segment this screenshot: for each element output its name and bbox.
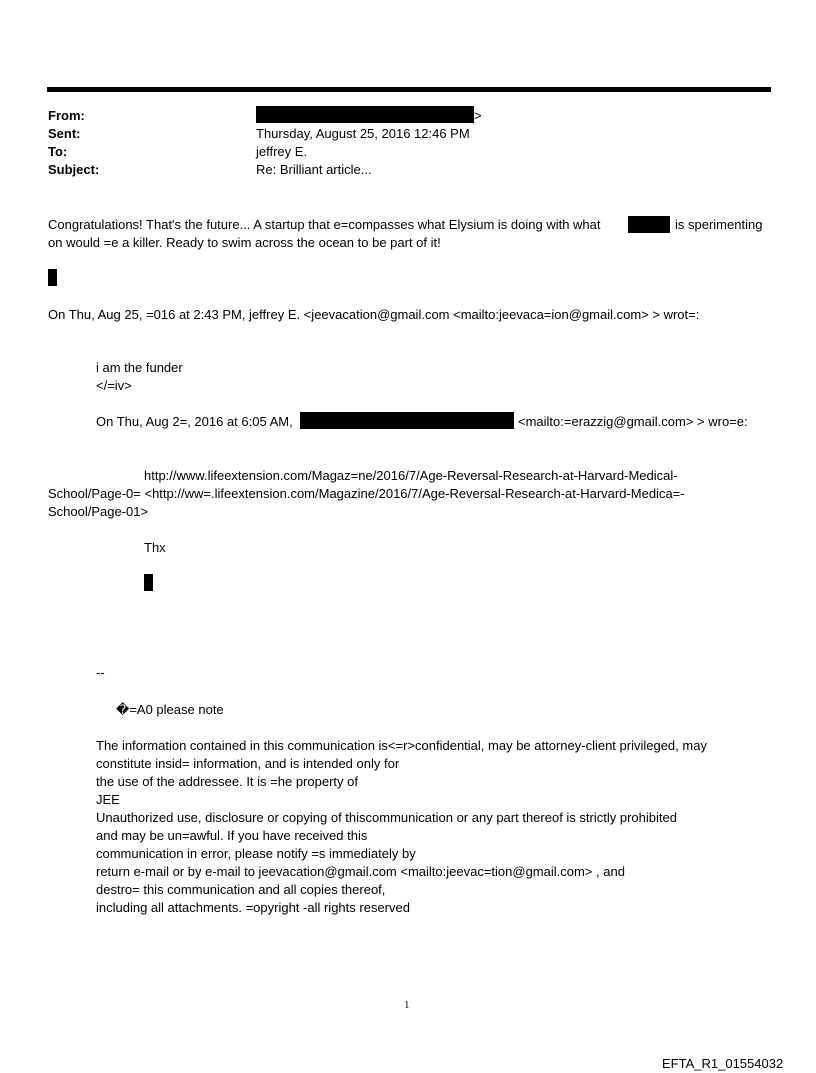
disclaimer-line: return e-mail or by e-mail to jeevacation@gmail.com <mailto:jeevac=tion@gmail.com> , and [96,864,625,879]
body-para1-part-b: is sperimenting [675,217,763,232]
redaction-bar-thx-signature [144,574,153,591]
redaction-bar-sender [300,412,514,429]
document-id-footer: EFTA_R1_01554032 [662,1056,784,1071]
disclaimer-line: constitute insid= information, and is intended only for [96,756,400,771]
quote1-intro: On Thu, Aug 25, =016 at 2:43 PM, jeffrey E. <jeevacation@gmail.com <mailto:jeevaca=ion@gmail.com> > wrot=: [48,307,700,322]
subject-label: Subject: [48,162,100,177]
quote2-intro-b: <mailto:=erazzig@gmail.com> > wro=e: [518,414,748,429]
redaction-bar-signature [48,269,57,286]
sent-label: Sent: [48,126,81,141]
please-note: �=A0 please note [116,702,224,717]
page-number: 1 [404,999,410,1011]
disclaimer-line: the use of the addressee. It is =he property of [96,774,358,789]
signature-dashes: -- [96,665,105,680]
to-label: To: [48,144,68,159]
body-para1-line2: on would =e a killer. Ready to swim across the ocean to be part of it! [48,235,441,250]
subject-value: Re: Brilliant article... [256,162,372,177]
link-line-3: School/Page-01> [48,504,149,519]
from-suffix: > [474,108,482,123]
disclaimer-line: Unauthorized use, disclosure or copying of thiscommunication or any part thereof is strictly prohibited [96,810,677,825]
sent-value: Thursday, August 25, 2016 12:46 PM [256,126,470,141]
quote2-intro-a: On Thu, Aug 2=, 2016 at 6:05 AM, [96,414,293,429]
reply-line-1: i am the funder [96,360,183,375]
thx-text: Thx [144,540,166,555]
body-para1-part-a: Congratulations! That's the future... A startup that e=compasses what Elysium is doing with what [48,217,601,232]
link-line-2: School/Page-0= <http://ww=.lifeextension.com/Magazine/2016/7/Age-Reversal-Research-at-Harvard-Medica=- [48,486,685,501]
disclaimer-line: JEE [96,792,120,807]
disclaimer-line: The information contained in this communication is<=r>confidential, may be attorney-client privileged, may [96,738,707,753]
disclaimer-line: and may be un=awful. If you have received this [96,828,368,843]
redaction-bar-name [628,216,670,233]
reply-line-2: </=iv> [96,378,132,393]
redaction-bar-from [256,106,474,123]
from-label: From: [48,108,85,123]
link-line-1: http://www.lifeextension.com/Magaz=ne/2016/7/Age-Reversal-Research-at-Harvard-Medical- [144,468,678,483]
disclaimer-line: including all attachments. =opyright -all rights reserved [96,900,410,915]
to-value: jeffrey E. [256,144,308,159]
disclaimer-line: communication in error, please notify =s immediately by [96,846,416,861]
disclaimer-line: destro= this communication and all copies thereof, [96,882,386,897]
header-rule [47,87,771,92]
body-para1-line1 [48,216,601,234]
